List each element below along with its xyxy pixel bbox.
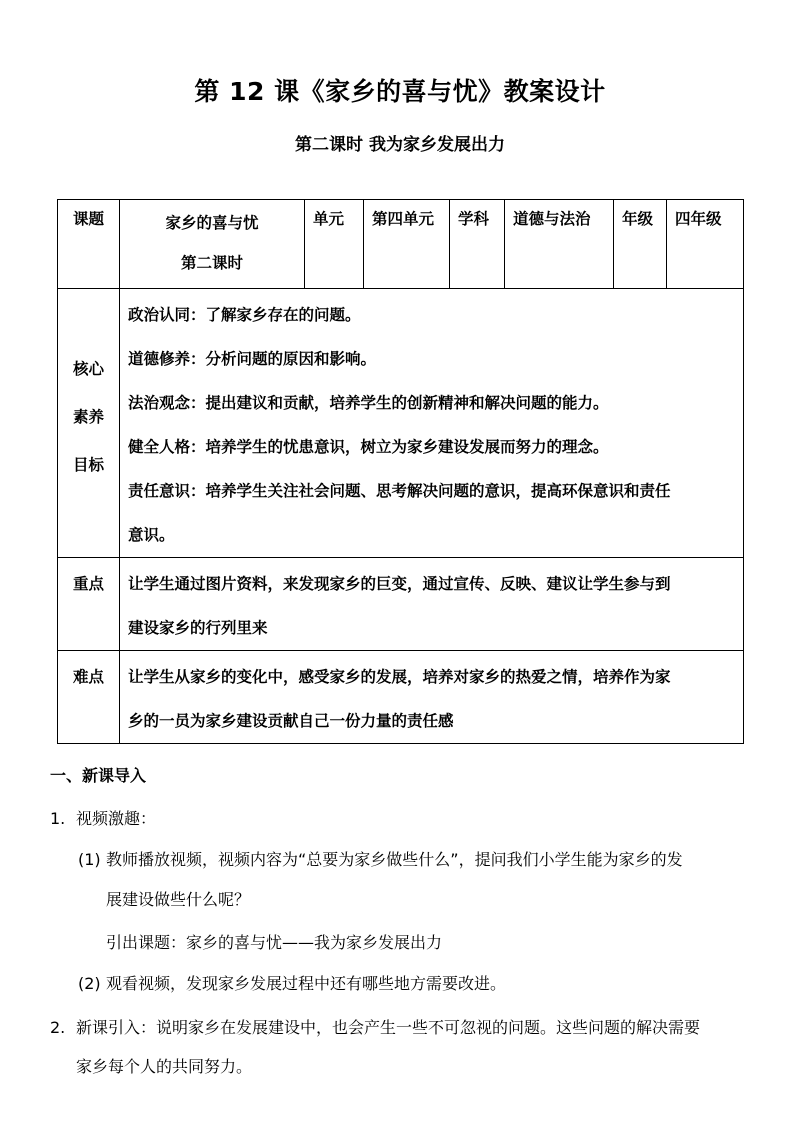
section-heading: 一、新课导入 [50,766,147,785]
goal-responsibility-cont: 意识。 [128,526,175,544]
table-row-difficulty [58,651,744,744]
subject-label: 学科 [450,200,505,289]
goals-label-line2: 素养 [72,408,104,426]
goal-responsibility: 责任意识：培养学生关注社会问题、思考解决问题的意识，提高环保意识和责任 [128,482,671,500]
key-point-line1: 让学生通过图片资料，来发现家乡的巨变，通过宣传、反映、建议让学生参与到 [128,575,671,593]
sub-item-1-number: (1) [78,850,101,869]
goals-content [120,289,744,558]
table-row-key-point [58,558,744,651]
goal-moral: 道德修养：分析问题的原因和影响。 [128,350,377,368]
subject-value: 道德与法治 [505,200,614,289]
difficulty-line2: 乡的一员为家乡建设贡献自己一份力量的责任感 [128,712,454,730]
sub-item-1-line1: 教师播放视频，视频内容为“总要为家乡做些什么”，提问我们小学生能为家乡的发 [106,850,683,869]
topic-value [120,200,305,289]
list-item-2-line1: 新课引入：说明家乡在发展建设中，也会产生一些不可忽视的问题。这些问题的解决需要 [76,1018,701,1037]
goals-label-line1: 核心 [72,360,104,378]
key-point-line2: 建设家乡的行列里来 [128,619,268,637]
key-point-label: 重点 [58,558,120,651]
list-item-1 [50,807,156,831]
difficulty-label: 难点 [58,651,120,744]
goal-personality: 健全人格：培养学生的忧患意识，树立为家乡建设发展而努力的理念。 [128,438,609,456]
goals-label-line3: 目标 [72,456,104,474]
table-row-goals [58,289,744,558]
goals-label [58,289,120,558]
list-item-2-line2: 家乡每个人的共同努力。 [76,1057,253,1076]
list-item-1-text: 视频激趣： [76,809,157,828]
topic-value-line2: 第二课时 [180,254,243,272]
sub-item-1-line2: 展建设做些什么呢？ [106,890,251,909]
lesson-info-table [57,199,744,744]
unit-label: 单元 [305,200,364,289]
list-item-2-number: 2. [50,1018,66,1037]
goal-legal: 法治观念：提出建议和贡献，培养学生的创新精神和解决问题的能力。 [128,394,609,412]
list-item-1-number: 1. [50,809,66,828]
sub-item-1 [78,848,683,872]
sub-item-1-line3: 引出课题：家乡的喜与忧——我为家乡发展出力 [106,933,443,952]
unit-value: 第四单元 [364,200,450,289]
table-row-header [58,200,744,289]
difficulty-content [120,651,744,744]
grade-label: 年级 [614,200,667,289]
sub-item-2 [78,972,506,996]
topic-value-line1: 家乡的喜与忧 [165,214,259,232]
grade-value: 四年级 [667,200,744,289]
list-item-2 [50,1016,700,1040]
key-point-content [120,558,744,651]
sub-item-2-text: 观看视频，发现家乡发展过程中还有哪些地方需要改进。 [106,974,507,993]
topic-label: 课题 [58,200,120,289]
goal-political: 政治认同：了解家乡存在的问题。 [128,306,361,324]
document-subtitle: 第二课时 我为家乡发展出力 [295,135,505,155]
document-title: 第 12 课《家乡的喜与忧》教案设计 [194,77,606,106]
sub-item-2-number: (2) [78,974,101,993]
difficulty-line1: 让学生从家乡的变化中，感受家乡的发展，培养对家乡的热爱之情，培养作为家 [128,668,671,686]
